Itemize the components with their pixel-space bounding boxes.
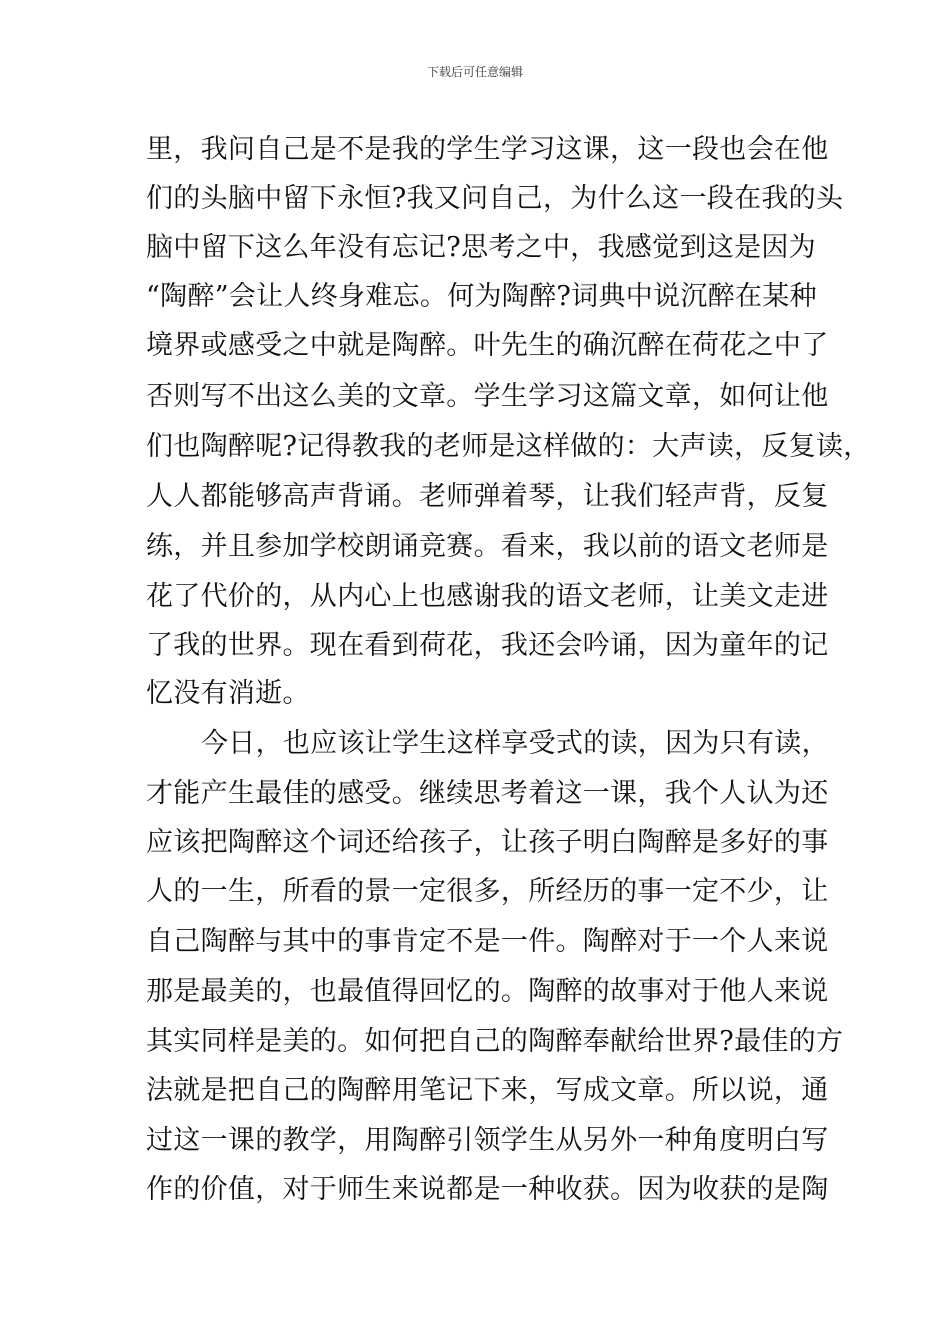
body-line-17: 自己陶醉与其中的事肯定不是一件。陶醉对于一个人来说 (146, 926, 829, 957)
body-line-5: 境界或感受之中就是陶醉。叶先生的确沉醉在荷花之中了 (146, 330, 829, 361)
body-line-8: 人人都能够高声背诵。老师弹着琴，让我们轻声背，反复 (146, 481, 829, 512)
body-line-18: 那是最美的，也最值得回忆的。陶醉的故事对于他人来说 (146, 976, 829, 1007)
body-line-7: 们也陶醉呢?记得教我的老师是这样做的：大声读，反复读， (146, 431, 871, 462)
body-line-6: 否则写不出这么美的文章。学生学习这篇文章，如何让他 (146, 381, 829, 412)
body-line-16: 人的一生，所看的景一定很多，所经历的事一定不少，让 (146, 876, 829, 907)
body-line-11: 了我的世界。现在看到荷花，我还会吟诵，因为童年的记 (146, 630, 829, 661)
body-line-13-paragraph-start: 今日，也应该让学生这样享受式的读，因为只有读， (201, 728, 829, 759)
body-line-19: 其实同样是美的。如何把自己的陶醉奉献给世界?最佳的方 (146, 1026, 844, 1057)
body-line-22: 作的价值，对于师生来说都是一种收获。因为收获的是陶 (146, 1174, 829, 1205)
body-line-14: 才能产生最佳的感受。继续思考着这一课，我个人认为还 (146, 778, 829, 809)
body-line-4: “陶醉”会让人终身难忘。何为陶醉?词典中说沉醉在某种 (146, 281, 817, 312)
body-line-21: 过这一课的教学，用陶醉引领学生从另外一种角度明白写 (146, 1125, 829, 1156)
body-line-9: 练，并且参加学校朗诵竞赛。看来，我以前的语文老师是 (146, 531, 829, 562)
body-line-20: 法就是把自己的陶醉用笔记下来，写成文章。所以说，通 (146, 1075, 829, 1106)
body-line-2: 们的头脑中留下永恒?我又问自己，为什么这一段在我的头 (146, 183, 844, 214)
body-line-15: 应该把陶醉这个词还给孩子，让孩子明白陶醉是多好的事 (146, 827, 829, 858)
page-header: 下载后可任意编辑 (426, 65, 523, 79)
body-line-1: 里，我问自己是不是我的学生学习这课，这一段也会在他 (146, 134, 829, 165)
body-line-12: 忆没有消逝。 (146, 678, 310, 709)
body-line-10: 花了代价的，从内心上也感谢我的语文老师，让美文走进 (146, 581, 829, 612)
body-line-3: 脑中留下这么年没有忘记?思考之中，我感觉到这是因为 (146, 232, 816, 263)
